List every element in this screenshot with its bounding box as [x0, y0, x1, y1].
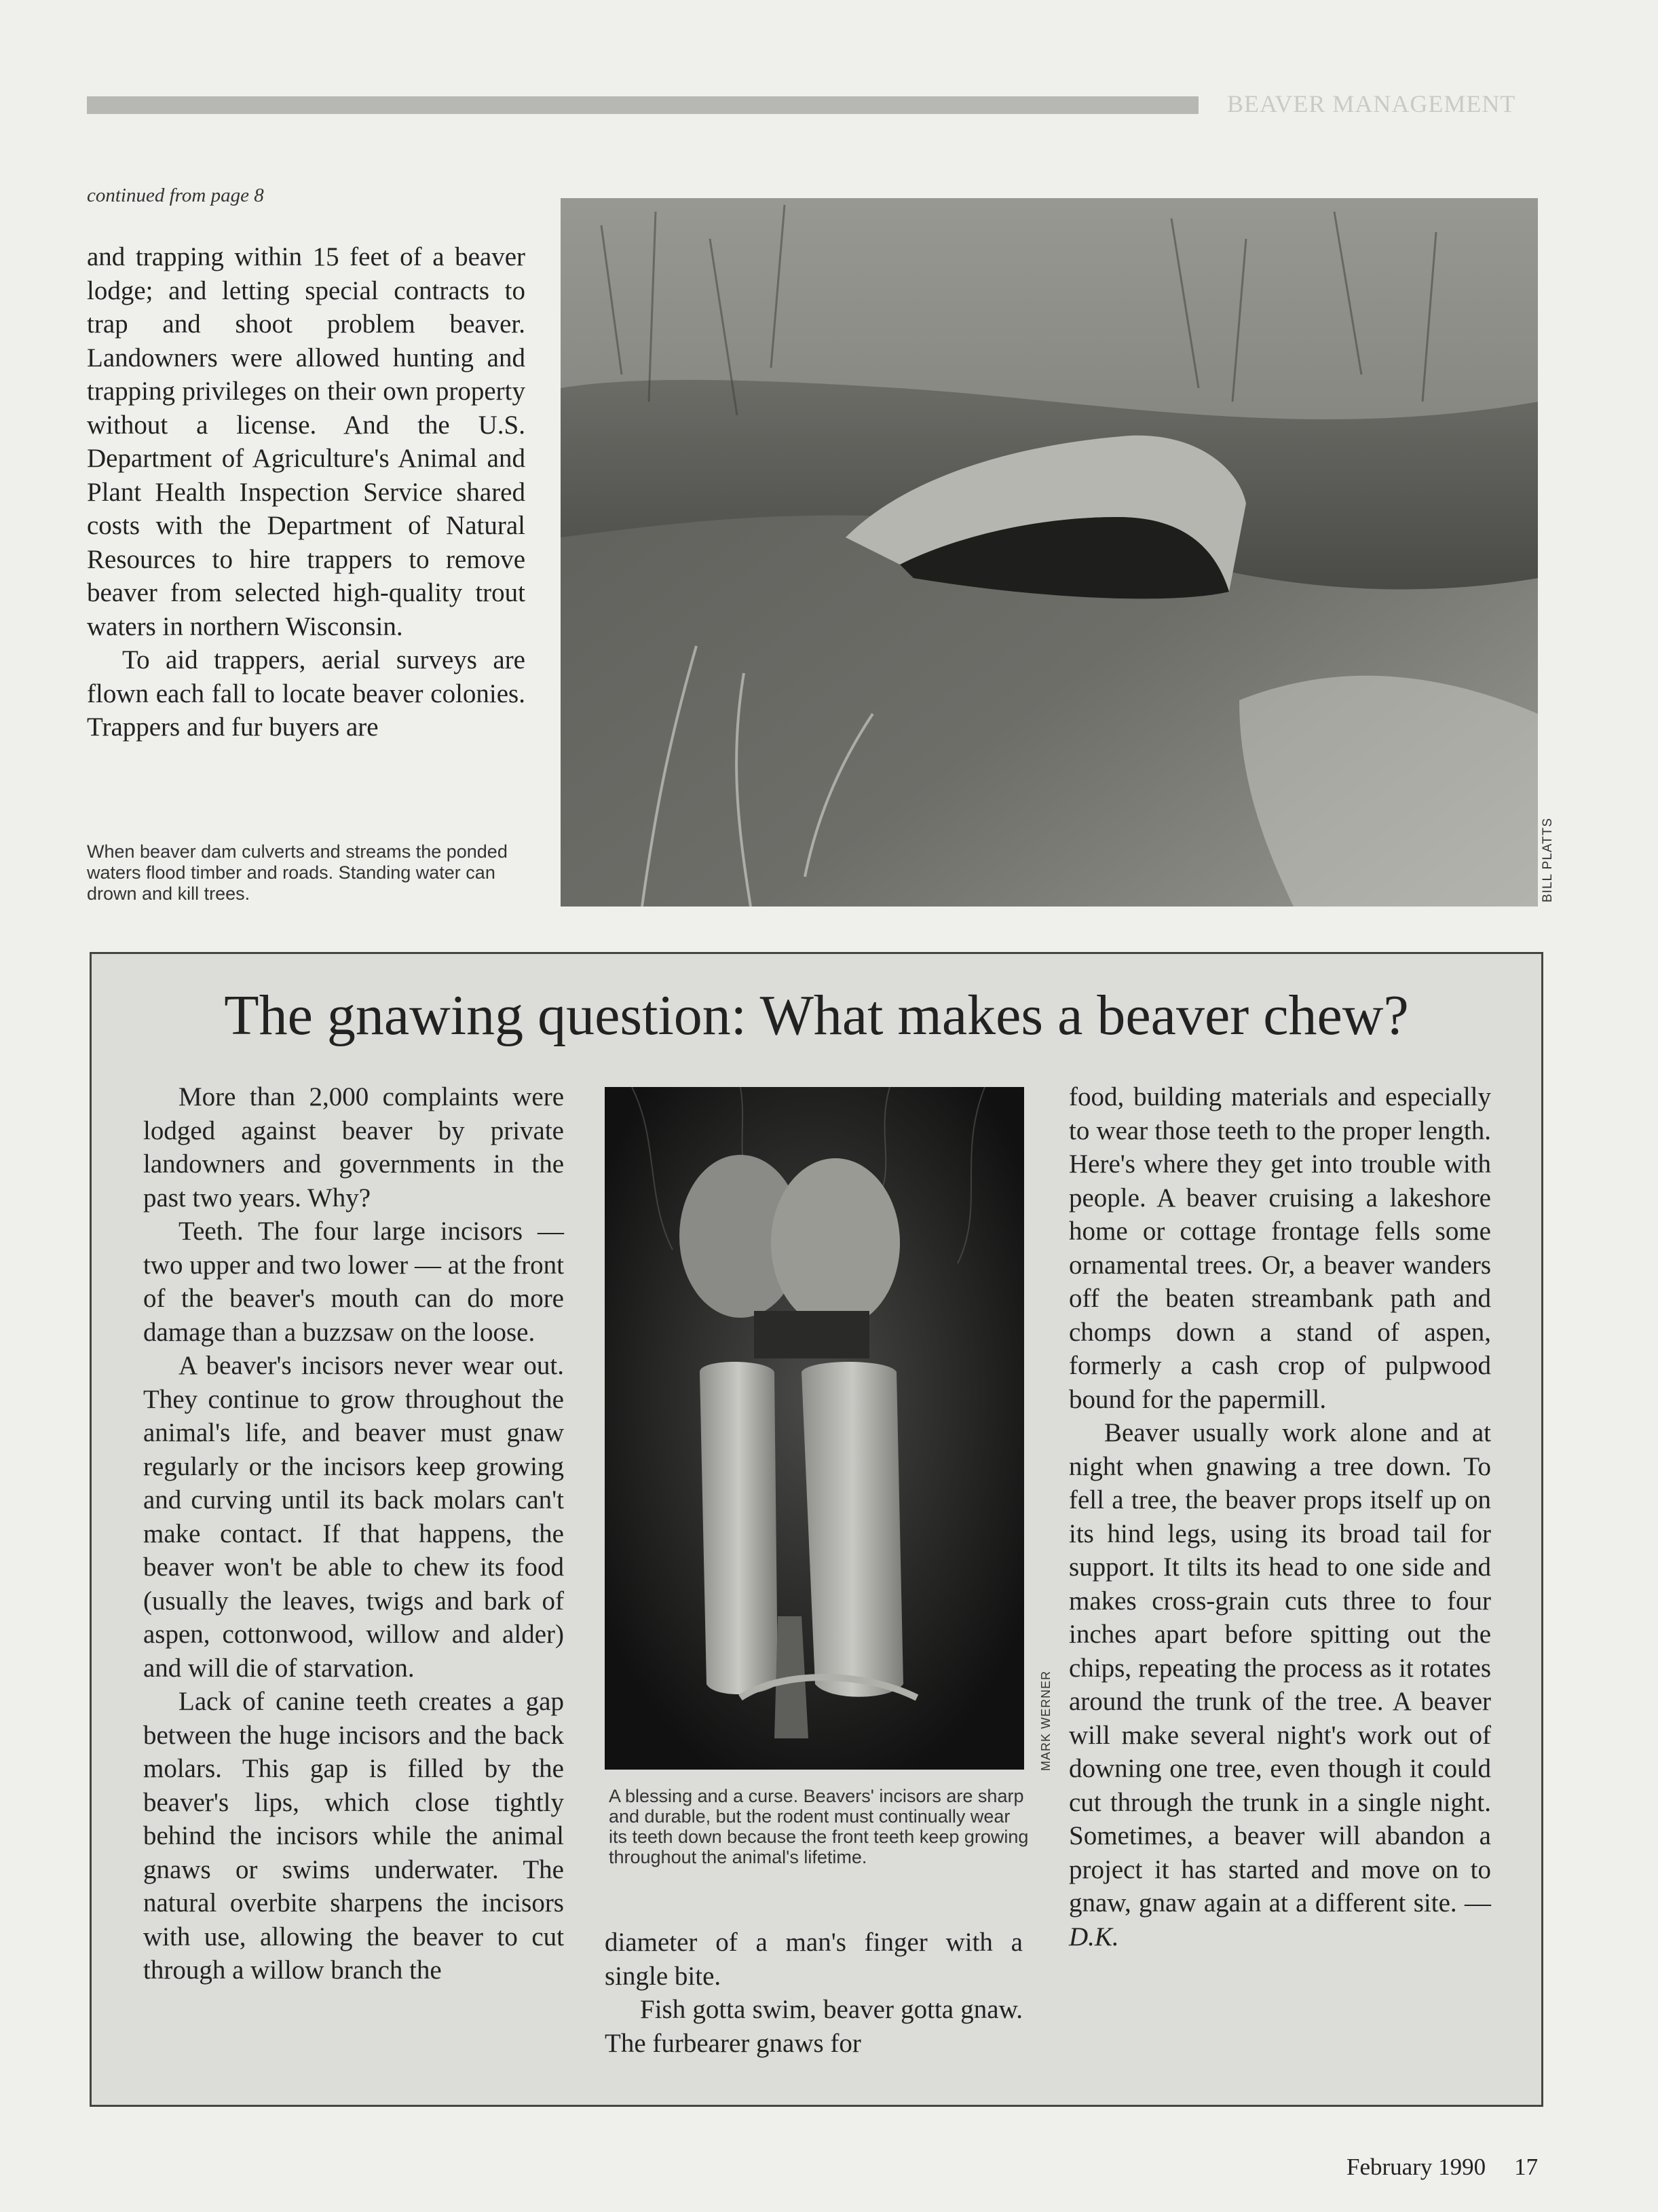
paragraph: Lack of canine teeth creates a gap between the huge incisors and the back molars. This gap is filled by the beaver's lips, which close tightly behind the incisors while the animal gnaws or swims underwater. The natural overbite sharpens the incisors with use, allowing the beaver to cut through a willow branch the — [143, 1687, 564, 1985]
sidebar-title: The gnawing question: What makes a beaver chew? — [224, 984, 1409, 1047]
page-number: 17 — [1514, 2154, 1539, 2180]
section-label: BEAVER MANAGEMENT — [1227, 90, 1516, 117]
paragraph: Fish gotta swim, beaver gotta gnaw. The furbearer gnaws for — [605, 1995, 1023, 2058]
paragraph: To aid trappers, aerial surveys are flown each fall to locate beaver colonies. Trappers and fur buyers are — [87, 645, 525, 742]
paragraph: diameter of a man's finger with a single bite. — [605, 1928, 1023, 1991]
sidebar-box — [90, 952, 1543, 2107]
photo-credit: MARK WERNER — [1039, 1670, 1053, 1771]
header-rule — [87, 96, 1199, 114]
culvert-photo — [561, 198, 1538, 907]
sidebar-column-2 — [605, 1926, 1023, 2060]
continued-note: continued from page 8 — [87, 185, 264, 206]
sidebar-column-3 — [1069, 1080, 1491, 1953]
author-signature: D.K. — [1069, 1922, 1119, 1951]
photo-credit: BILL PLATTS — [1541, 817, 1555, 902]
paragraph — [1069, 1416, 1491, 1953]
paragraph-text: Beaver usually work alone and at night when gnawing a tree down. To fell a tree, the beaver props itself up on its hind legs, using its broad tail for support. It tilts its head to one side and makes cross-grain cuts three to four inches apart before spitting out the chips, repeating the process as it rotates around the trunk of the tree. A beaver will make several night's work out of downing one tree, even though it could cut through the trunk in a single night. Sometimes, a beaver will abandon a project it has started and move on to gnaw, gnaw again at a different site. — — [1069, 1418, 1491, 1918]
paragraph: Teeth. The four large incisors — two upper and two lower — at the front of the beaver's mouth can do more damage than a buzzsaw on the loose. — [143, 1217, 564, 1347]
issue-date: February 1990 — [1346, 2154, 1486, 2180]
photo-caption: When beaver dam culverts and streams the ponded waters flood timber and roads. Standing water can drown and kill trees. — [87, 841, 508, 904]
beaver-teeth-photo — [605, 1087, 1024, 1770]
paragraph: food, building materials and especially to wear those teeth to the proper length. Here's where they get into trouble with people. A beaver cruising a lakeshore home or cottage frontage fells some ornamental trees. Or, a beaver wanders off the beaten streambank path and chomps down a stand of aspen, formerly a cash crop of pulpwood bound for the papermill. — [1069, 1082, 1491, 1414]
paragraph: More than 2,000 complaints were lodged against beaver by private landowners and governments in the past two years. Why? — [143, 1082, 564, 1213]
sidebar-column-1 — [143, 1080, 564, 1987]
paragraph: A beaver's incisors never wear out. They continue to grow throughout the animal's life, and beaver must gnaw regularly or the incisors keep growing and curving until its back molars can't make contact. If that happens, the beaver won't be able to chew its food (usually the leaves, twigs and bark of aspen, cottonwood, willow and alder) and will die of starvation. — [143, 1351, 564, 1683]
top-article-column — [87, 240, 525, 744]
photo-caption: A blessing and a curse. Beavers' incisors are sharp and durable, but the rodent must continually wear its teeth down because the front teeth keep growing throughout the animal's lifetime. — [609, 1786, 1029, 1867]
page-footer — [1346, 2154, 1538, 2181]
paragraph: and trapping within 15 feet of a beaver lodge; and letting special contracts to trap and shoot problem beaver. Landowners were allowed hunting and trapping privileges on their own property without a license. And the U.S. Department of Agriculture's Animal and Plant Health Inspection Service shared costs with the Department of Natural Resources to hire trappers to remove beaver from selected high-quality trout waters in northern Wisconsin. — [87, 242, 525, 641]
